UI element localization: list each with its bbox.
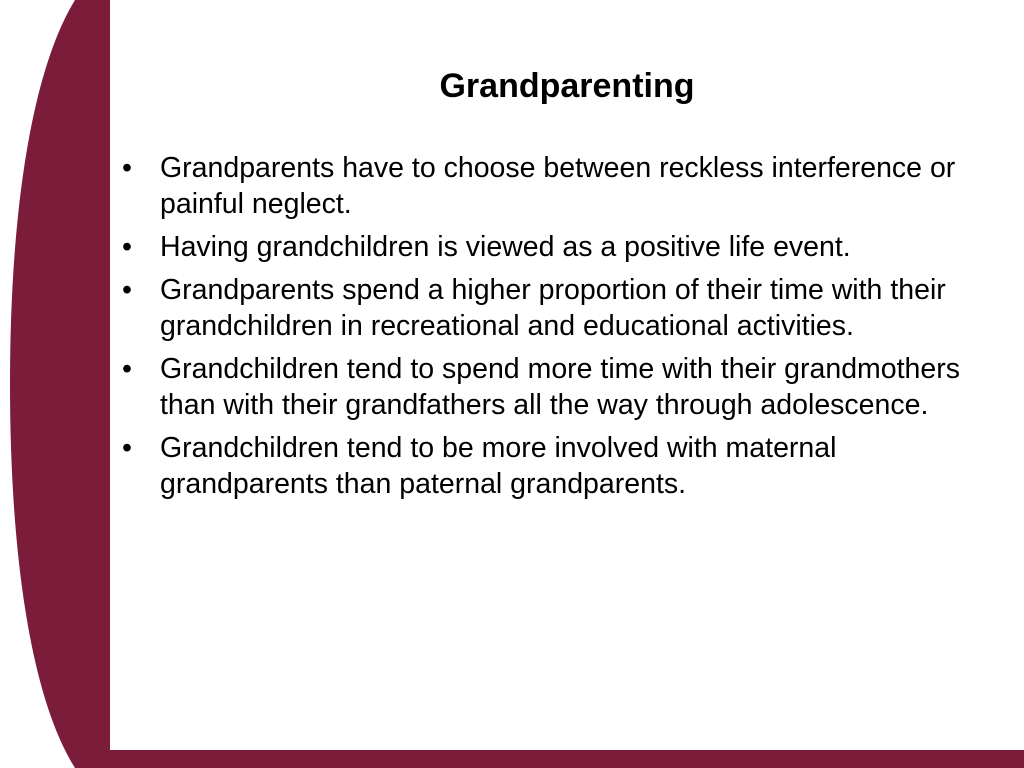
- bullet-item: [122, 272, 1002, 344]
- bullet-item: [122, 229, 1002, 265]
- bullet-icon: •: [122, 152, 132, 184]
- left-curved-band: [10, 0, 110, 768]
- slide-title: Grandparenting: [439, 67, 695, 105]
- bullet-text: Grandchildren tend to spend more time with their grandmothers than with their grandfathers all the way through adolescence.: [160, 353, 960, 421]
- bottom-band: [75, 750, 1024, 768]
- bullet-icon: •: [122, 231, 132, 263]
- bullet-item: [122, 351, 1002, 423]
- bullet-text: Grandparents have to choose between reckless interference or painful neglect.: [160, 152, 956, 220]
- bullet-item: [122, 430, 1002, 502]
- bullet-item: [122, 150, 1002, 222]
- bullet-text: Having grandchildren is viewed as a positive life event.: [160, 231, 851, 263]
- bullet-icon: •: [122, 274, 132, 306]
- bullet-text: Grandparents spend a higher proportion of their time with their grandchildren in recreational and educational activities.: [160, 274, 946, 342]
- bullet-icon: •: [122, 353, 132, 385]
- bullet-text: Grandchildren tend to be more involved with maternal grandparents than paternal grandparents.: [160, 432, 837, 500]
- bullet-list: [122, 150, 1002, 509]
- bullet-icon: •: [122, 432, 132, 464]
